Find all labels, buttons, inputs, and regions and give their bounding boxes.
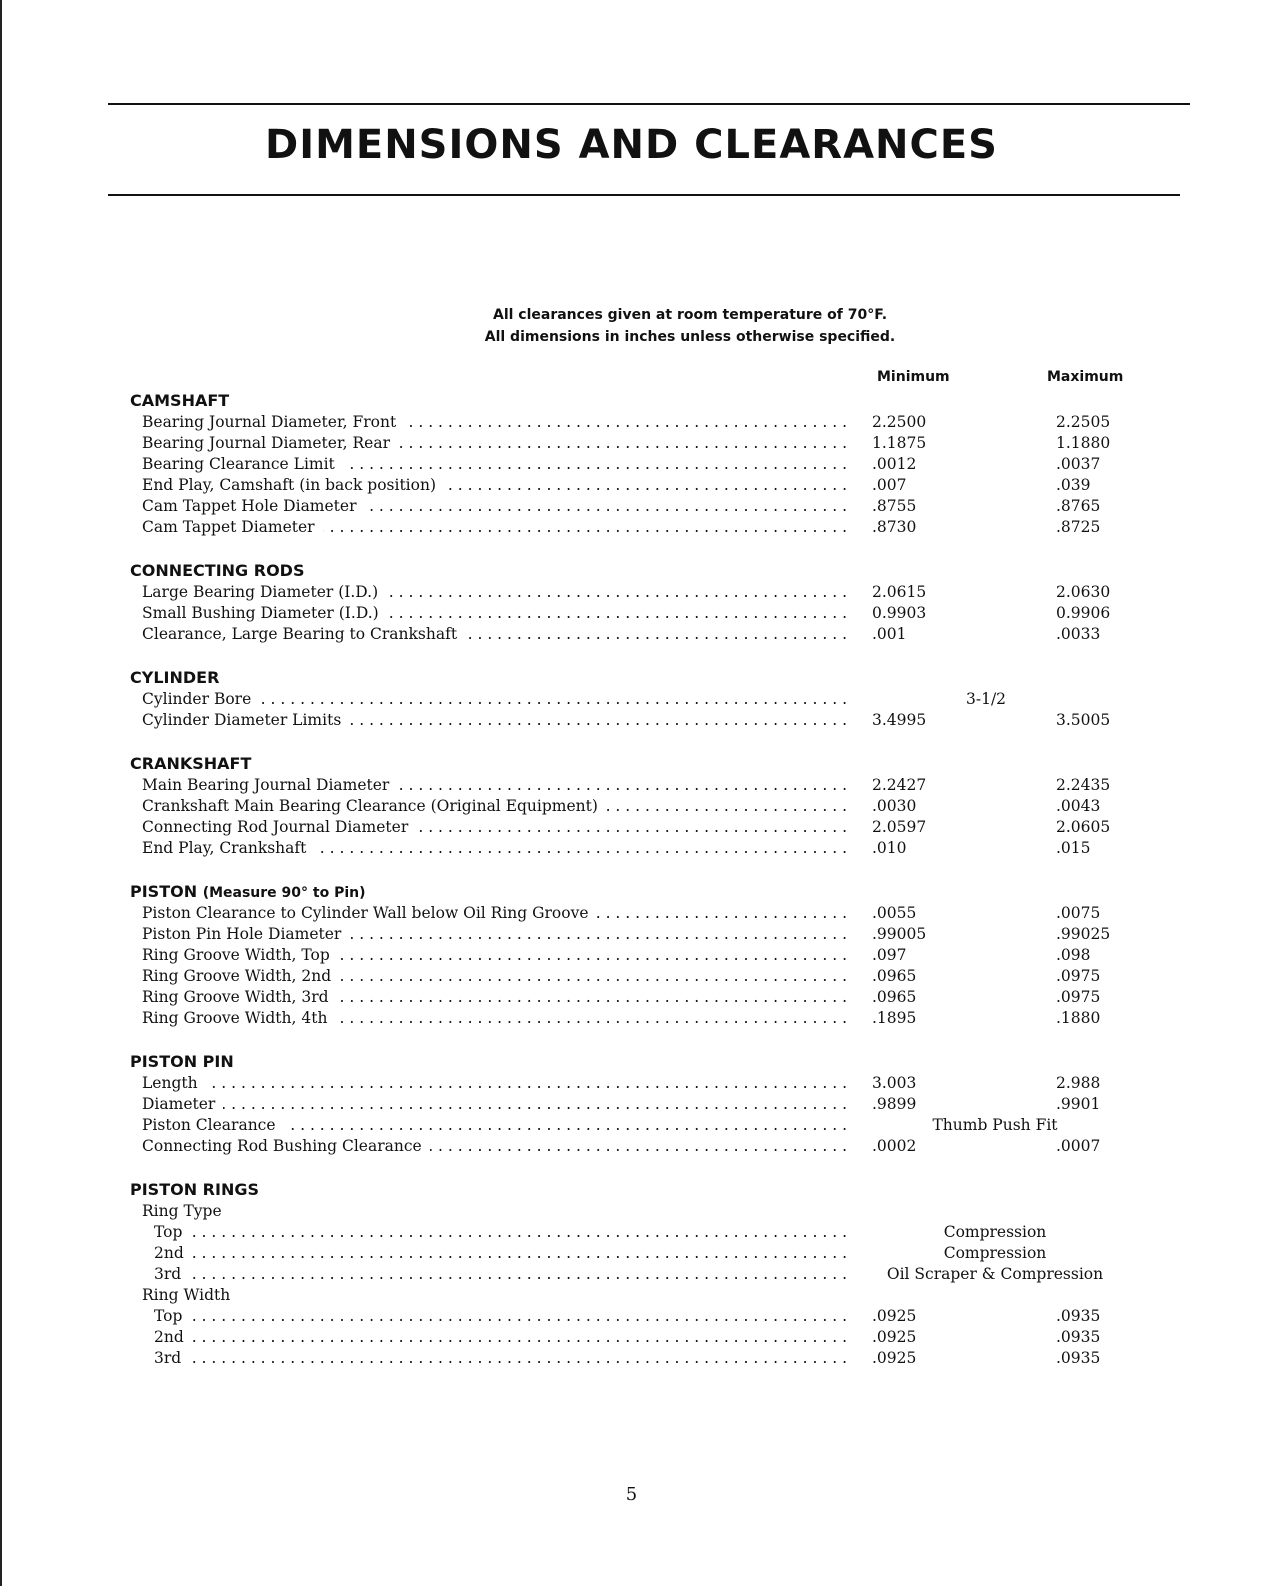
spec-row — [130, 966, 1130, 987]
section-piston-rings — [130, 1179, 1130, 1369]
spec-label: 2nd — [154, 1244, 192, 1262]
spec-min: .0012 — [872, 455, 917, 473]
spec-label: Main Bearing Journal Diameter — [142, 776, 397, 794]
spec-row — [130, 710, 1130, 731]
spec-min: .0030 — [872, 797, 917, 815]
spec-max: .0935 — [1056, 1349, 1101, 1367]
spec-row — [130, 903, 1130, 924]
spec-min: .99005 — [872, 925, 927, 943]
spec-min: 2.2427 — [872, 776, 927, 794]
spec-label: Piston Pin Hole Diameter — [142, 925, 349, 943]
spec-row — [130, 475, 1130, 496]
spec-row — [130, 517, 1130, 538]
spec-label: Top — [154, 1307, 190, 1325]
spec-label: Ring Groove Width, 3rd — [142, 988, 337, 1006]
spec-min: .8730 — [872, 518, 917, 536]
spec-max: .0033 — [1056, 625, 1101, 643]
spec-group-row — [130, 1201, 1130, 1222]
spec-value: 3-1/2 — [966, 690, 1007, 708]
spec-max: .0043 — [1056, 797, 1101, 815]
spec-row — [130, 433, 1130, 454]
section-piston-pin — [130, 1051, 1130, 1157]
spec-row — [130, 689, 1130, 710]
spec-row — [130, 1073, 1130, 1094]
spec-max: 2.0605 — [1056, 818, 1111, 836]
spec-label: Large Bearing Diameter (I.D.) — [142, 583, 386, 601]
spec-label: Clearance, Large Bearing to Crankshaft — [142, 625, 465, 643]
spec-row — [130, 775, 1130, 796]
column-header-minimum: Minimum — [877, 369, 950, 385]
spec-max: 2.2435 — [1056, 776, 1111, 794]
spec-max: .1880 — [1056, 1009, 1101, 1027]
spec-max: .8725 — [1056, 518, 1101, 536]
spec-row — [130, 624, 1130, 645]
note-units: All dimensions in inches unless otherwise specified. — [484, 329, 896, 345]
spec-min: .0925 — [872, 1349, 917, 1367]
spec-row — [130, 796, 1130, 817]
section-title-text: PISTON — [130, 882, 198, 901]
spec-row — [130, 1327, 1130, 1348]
spec-row — [130, 412, 1130, 433]
spec-label: Top — [154, 1223, 190, 1241]
spec-label: Bearing Clearance Limit — [142, 455, 343, 473]
spec-min: 2.2500 — [872, 413, 927, 431]
title-rule-bottom — [108, 194, 1180, 196]
spec-label: Bearing Journal Diameter, Rear — [142, 434, 398, 452]
spec-value: Compression — [943, 1223, 1047, 1241]
spec-max: 2.988 — [1056, 1074, 1101, 1092]
spec-row — [130, 817, 1130, 838]
spec-row — [130, 582, 1130, 603]
spec-row — [130, 945, 1130, 966]
spec-value: Thumb Push Fit — [932, 1116, 1058, 1134]
spec-table — [130, 390, 1130, 1391]
spec-max: .015 — [1056, 839, 1091, 857]
page-title: DIMENSIONS AND CLEARANCES — [264, 122, 998, 168]
spec-row — [130, 924, 1130, 945]
spec-label: 3rd — [154, 1349, 189, 1367]
spec-row — [130, 1136, 1130, 1157]
section-crankshaft — [130, 753, 1130, 859]
spec-max: .0075 — [1056, 904, 1101, 922]
spec-max: .0975 — [1056, 988, 1101, 1006]
spec-min: 2.0597 — [872, 818, 927, 836]
spec-row — [130, 1348, 1130, 1369]
spec-max: 1.1880 — [1056, 434, 1111, 452]
spec-min: .8755 — [872, 497, 917, 515]
spec-min: .001 — [872, 625, 907, 643]
scan-edge-line — [0, 0, 2, 1586]
section-title — [130, 881, 1130, 903]
spec-row — [130, 1008, 1130, 1029]
spec-label: Cylinder Bore — [142, 690, 259, 708]
spec-max: .8765 — [1056, 497, 1101, 515]
spec-min: .0055 — [872, 904, 917, 922]
spec-row — [130, 603, 1130, 624]
spec-min: 3.003 — [872, 1074, 917, 1092]
spec-max: .0007 — [1056, 1137, 1101, 1155]
spec-row — [130, 1115, 1130, 1136]
spec-max: .098 — [1056, 946, 1091, 964]
spec-max: 0.9906 — [1056, 604, 1111, 622]
spec-min: .007 — [872, 476, 907, 494]
spec-max: 2.2505 — [1056, 413, 1111, 431]
spec-label: Connecting Rod Journal Diameter — [142, 818, 416, 836]
spec-max: .9901 — [1056, 1095, 1101, 1113]
spec-label: End Play, Crankshaft — [142, 839, 314, 857]
section-cylinder — [130, 667, 1130, 731]
spec-label: End Play, Camshaft (in back position) — [142, 476, 444, 494]
spec-min: .0965 — [872, 988, 917, 1006]
spec-row — [130, 1222, 1130, 1243]
spec-label: Ring Groove Width, 4th — [142, 1009, 335, 1027]
spec-row — [130, 496, 1130, 517]
spec-min: .010 — [872, 839, 907, 857]
spec-label: 3rd — [154, 1265, 189, 1283]
spec-max: .0975 — [1056, 967, 1101, 985]
spec-min: .1895 — [872, 1009, 917, 1027]
spec-max: .99025 — [1056, 925, 1111, 943]
section-title: PISTON PIN — [130, 1052, 234, 1071]
section-connecting-rods — [130, 560, 1130, 645]
section-title: PISTON RINGS — [130, 1180, 259, 1199]
section-note: (Measure 90° to Pin) — [202, 885, 366, 901]
spec-value: Oil Scraper & Compression — [886, 1265, 1104, 1283]
spec-row — [130, 987, 1130, 1008]
spec-group-label: Ring Width — [142, 1286, 238, 1304]
section-title: CONNECTING RODS — [130, 561, 305, 580]
spec-min: 0.9903 — [872, 604, 927, 622]
spec-max: 2.0630 — [1056, 583, 1111, 601]
spec-min: .9899 — [872, 1095, 917, 1113]
spec-group-row — [130, 1285, 1130, 1306]
spec-label: Cam Tappet Hole Diameter — [142, 497, 365, 515]
spec-min: .0002 — [872, 1137, 917, 1155]
spec-label: Ring Groove Width, 2nd — [142, 967, 339, 985]
spec-max: .0935 — [1056, 1307, 1101, 1325]
spec-min: 1.1875 — [872, 434, 927, 452]
spec-row — [130, 1094, 1130, 1115]
spec-value: Compression — [943, 1244, 1047, 1262]
column-header-maximum: Maximum — [1047, 369, 1124, 385]
section-piston — [130, 881, 1130, 1029]
spec-min: .0965 — [872, 967, 917, 985]
section-title: CAMSHAFT — [130, 391, 230, 410]
spec-label: Cylinder Diameter Limits — [142, 711, 349, 729]
spec-label: Bearing Journal Diameter, Front — [142, 413, 404, 431]
spec-label: Length — [142, 1074, 206, 1092]
note-temperature: All clearances given at room temperature of 70°F. — [492, 307, 888, 323]
spec-group-label: Ring Type — [142, 1202, 230, 1220]
section-title: CYLINDER — [130, 668, 220, 687]
spec-label: Piston Clearance — [142, 1116, 284, 1134]
section-title: CRANKSHAFT — [130, 754, 252, 773]
spec-row — [130, 1306, 1130, 1327]
spec-min: .0925 — [872, 1328, 917, 1346]
spec-row — [130, 838, 1130, 859]
spec-max: .0935 — [1056, 1328, 1101, 1346]
spec-min: .097 — [872, 946, 907, 964]
spec-min: 3.4995 — [872, 711, 927, 729]
spec-label: 2nd — [154, 1328, 192, 1346]
spec-label: Ring Groove Width, Top — [142, 946, 338, 964]
spec-max: .039 — [1056, 476, 1091, 494]
section-camshaft — [130, 390, 1130, 538]
spec-label: Diameter — [142, 1095, 223, 1113]
spec-min: .0925 — [872, 1307, 917, 1325]
title-rule-top — [108, 103, 1190, 105]
spec-max: .0037 — [1056, 455, 1101, 473]
spec-label: Cam Tappet Diameter — [142, 518, 323, 536]
spec-label: Piston Clearance to Cylinder Wall below Oil Ring Groove — [142, 904, 597, 922]
spec-row — [130, 1243, 1130, 1264]
spec-max: 3.5005 — [1056, 711, 1111, 729]
notes — [440, 304, 940, 348]
spec-row — [130, 1264, 1130, 1285]
spec-label: Small Bushing Diameter (I.D.) — [142, 604, 387, 622]
spec-label: Crankshaft Main Bearing Clearance (Original Equipment) — [142, 797, 606, 815]
spec-min: 2.0615 — [872, 583, 927, 601]
spec-label: Connecting Rod Bushing Clearance — [142, 1137, 430, 1155]
spec-row — [130, 454, 1130, 475]
page-number: 5 — [625, 1484, 638, 1505]
